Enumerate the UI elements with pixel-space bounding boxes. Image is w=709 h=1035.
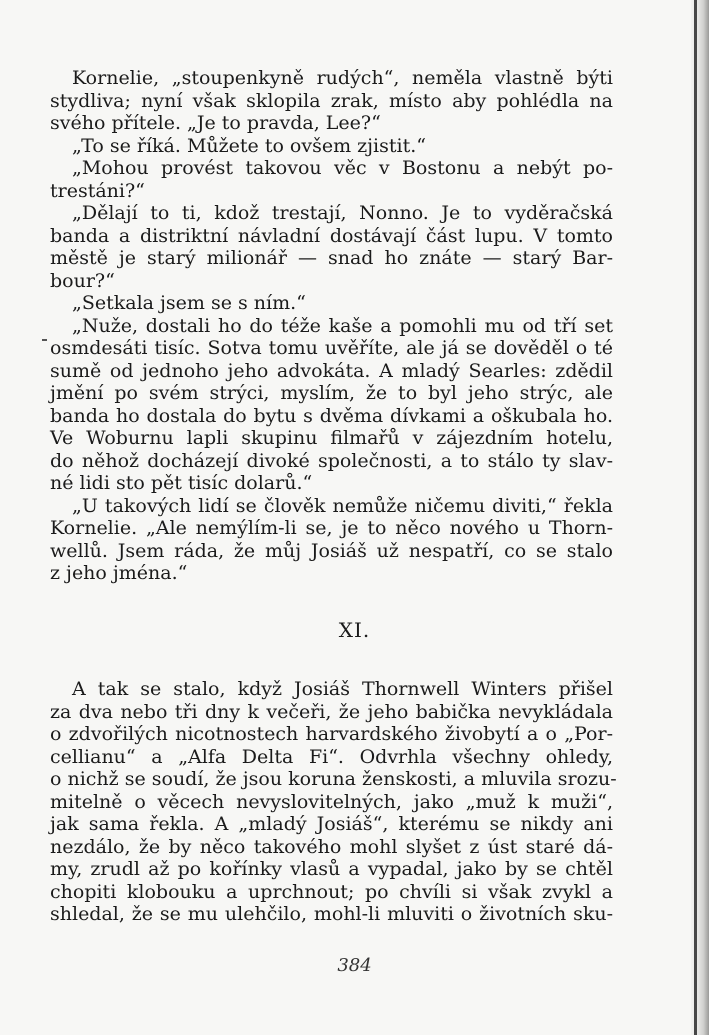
text-line: „Nuže, dostali ho do téže kaše a pomohli mu od tří set — [72, 314, 613, 337]
text-line: „To se říká. Můžete to ovšem zjistit.“ — [72, 134, 426, 157]
text-line: shledal, že se mu ulehčilo, mohl-li mluviti o životních sku- — [50, 903, 613, 925]
text-line: jak sama řekla. A „mladý Josiáš“, kterému se nikdy ani — [50, 813, 613, 835]
text-line: jmění po svém strýci, myslím, že to byl jeho strýc, ale — [50, 382, 613, 404]
margin-mark — [42, 339, 47, 341]
text-line: bour?“ — [50, 269, 115, 292]
text-line: „Setkala jsem se s ním.“ — [72, 292, 306, 314]
text-line: Ve Woburnu lapli skupinu filmařů v zájezdním hotelu, — [50, 427, 613, 449]
chapter-heading: XI. — [338, 618, 371, 642]
text-line: „Mohou provést takovou věc v Bostonu a nebýt po- — [72, 157, 613, 179]
text-line: sumě od jednoho jeho advokáta. A mladý Searles: zdědil — [50, 359, 613, 382]
text-line: „U takových lidí se člověk nemůže ničemu diviti,“ řekla — [72, 494, 613, 517]
text-line: mitelně o věcech nevyslovitelných, jako „muž k muži“, — [50, 790, 613, 813]
text-line: né lidi sto pět tisíc dolarů.“ — [50, 472, 313, 494]
text-line: A tak se stalo, když Josiáš Thornwell Winters přišel — [72, 678, 613, 700]
text-line: o nichž se soudí, že jsou koruna ženskosti, a mluvila srozu- — [50, 768, 617, 790]
text-line: nezdálo, že by něco takového mohl slyšet z úst staré dá- — [50, 835, 613, 858]
text-line: wellů. Jsem ráda, že můj Josiáš už nespatří, co se stalo — [50, 539, 613, 562]
text-line: z jeho jména.“ — [50, 562, 188, 584]
text-line: Kornelie. „Ale nemýlím-li se, je to něco nového u Thorn- — [50, 517, 613, 539]
body-text-section-2 — [50, 678, 617, 926]
text-line: Kornelie, „stoupenkyně rudých“, neměla vlastně býti — [72, 67, 613, 89]
text-line: městě je starý milionář — snad ho znáte — starý Bar- — [50, 247, 613, 269]
text-line: my, zrudl až po kořínky vlasů a vypadal, jako by se chtěl — [50, 858, 613, 880]
text-line: do něhož docházejí divoké společnosti, a to stálo ty slav- — [50, 449, 613, 472]
text-line: cellianu“ a „Alfa Delta Fi“. Odvrhla všechny ohledy, — [50, 745, 613, 768]
body-text-section-1 — [50, 67, 613, 585]
page-binding-line — [694, 0, 697, 1035]
text-line: banda a distriktní návladní dostávají část lupu. V tomto — [50, 224, 613, 247]
text-line: „Dělají to ti, kdož trestají, Nonno. Je to vyděračská — [72, 202, 613, 224]
text-line: chopiti klobouku a uprchnout; po chvíli si však zvykl a — [50, 880, 613, 903]
text-line: osmdesáti tisíc. Sotva tomu uvěříte, ale já se dověděl o té — [50, 337, 613, 359]
text-line: banda ho dostala do bytu s dvěma dívkami a oškubala ho. — [50, 404, 613, 427]
text-line: trestáni?“ — [50, 179, 145, 202]
text-line: stydliva; nyní však sklopila zrak, místo aby pohlédla na — [50, 89, 613, 112]
text-line: za dva nebo tři dny k večeři, že jeho babička nevykládala — [50, 700, 613, 723]
text-line: o zdvořilých nicotnostech harvardského živobytí a o „Por- — [50, 723, 613, 745]
text-line: svého přítele. „Je to pravda, Lee?“ — [50, 112, 381, 134]
page-number: 384 — [337, 955, 372, 976]
